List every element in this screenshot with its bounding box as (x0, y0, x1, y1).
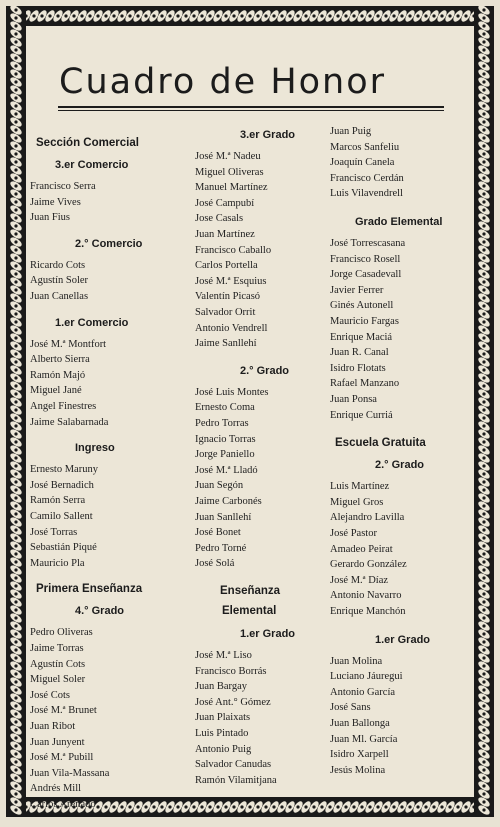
student-name: Salvador Orrit (195, 307, 256, 318)
student-name: Agustín Cots (30, 658, 86, 670)
student-name: Ramón Serra (30, 495, 86, 507)
section-heading: Primera Enseñanza (36, 583, 143, 596)
student-name: Juan Martínez (195, 229, 255, 240)
student-name: José M.ª Brunet (30, 705, 97, 717)
student-name: Miguel Soler (30, 674, 86, 686)
grade-heading: 2.° Comercio (75, 237, 143, 250)
student-name: Jaime Torras (30, 643, 84, 654)
ornamental-border-right (474, 6, 494, 817)
student-name: Mauricio Pla (30, 557, 85, 569)
student-name: Juan Junyent (30, 736, 85, 748)
student-name: José Solá (195, 558, 235, 570)
student-name: Juan Ballonga (330, 718, 390, 729)
student-name: Juan Plaixats (195, 712, 251, 724)
student-name: Francisco Serra (30, 181, 96, 192)
student-name: Jaime Salabarnada (30, 416, 109, 428)
student-name: Enrique Curriá (330, 409, 393, 421)
student-name: Pedro Oliveras (30, 627, 93, 639)
student-name: Enrique Manchón (330, 606, 406, 617)
student-name: José Pastor (330, 528, 377, 539)
section-heading: Enseñanza (220, 585, 281, 597)
student-name: José M.ª Esquius (195, 275, 267, 287)
section-heading: Sección Comercial (36, 137, 139, 149)
student-name: Pedro Torné (195, 542, 247, 554)
student-name: Luis Pintado (195, 728, 249, 739)
student-name: Juan Bargay (195, 681, 248, 693)
grade-heading: 3.er Grado (240, 129, 296, 141)
student-name: Luis Vilavendrell (330, 188, 403, 200)
student-name: José M.ª Nadeu (195, 151, 261, 162)
section-heading: Elemental (222, 605, 277, 617)
grade-heading: 2.° Grado (240, 364, 290, 377)
student-name: Ginés Autonell (330, 300, 394, 312)
student-name: José M.ª Liso (195, 650, 252, 661)
student-name: Salvador Canudas (195, 759, 272, 771)
student-name: Juan Sanllehí (195, 511, 252, 523)
grade-heading: 2.° Grado (375, 459, 425, 472)
student-name: Juan Vila-Massana (30, 767, 110, 779)
student-name: Antonio Navarro (330, 590, 402, 602)
student-name: Juan Ponsa (330, 394, 377, 405)
student-name: Mauricio Fargas (330, 316, 399, 327)
student-name: Juan R. Canal (330, 347, 389, 359)
student-name: Juan Molina (330, 655, 383, 667)
student-name: José Campubí (195, 197, 255, 209)
student-name: José Ant.° Gómez (195, 696, 271, 708)
student-name: Francisco Cerdán (330, 172, 404, 184)
student-name: Jorge Paniello (195, 449, 255, 461)
grade-heading: 1.er Comercio (55, 316, 129, 329)
student-name: Jaime Sanllehí (195, 338, 257, 350)
grade-heading: 3.er Comercio (55, 159, 129, 171)
student-name: Juan Puig (330, 126, 372, 137)
student-name: Miguel Jané (30, 385, 82, 397)
student-name: Francisco Caballo (195, 244, 272, 256)
grade-heading: Grado Elemental (355, 216, 443, 228)
student-name: Ramón Majó (30, 369, 86, 381)
student-name: José M.ª Pubill (30, 752, 94, 764)
ornamental-border-left (6, 6, 26, 817)
student-name: Ricardo Cots (30, 259, 86, 271)
student-name: Gerardo González (330, 559, 407, 571)
student-name: Jesús Molina (330, 764, 386, 776)
student-name: Antonio Puig (195, 743, 252, 755)
student-name: José Cots (30, 689, 70, 701)
grade-heading: Ingreso (75, 442, 115, 455)
student-name: Francisco Borrás (195, 665, 267, 677)
student-name: Joaquín Canela (330, 157, 395, 169)
student-name: Jaime Carbonés (195, 496, 262, 507)
section-heading: Escuela Gratuita (335, 437, 426, 450)
student-name: José Torrescasana (330, 238, 406, 249)
student-name: Valentín Picasó (195, 291, 261, 303)
student-name: Agustín Soler (30, 275, 89, 287)
student-name: Carlos Portella (195, 260, 258, 272)
student-name: Jose Casals (195, 213, 244, 225)
student-name: Carlos Arenado (30, 799, 96, 810)
grade-heading: 4.° Grado (75, 605, 125, 618)
student-name: Jaime Vives (30, 196, 81, 208)
student-name: Juan Fius (30, 212, 70, 224)
student-name: Miguel Oliveras (195, 166, 264, 178)
student-name: Rafael Manzano (330, 378, 400, 390)
student-name: Juan Ribot (30, 721, 76, 732)
student-name: Marcos Sanfeliu (330, 141, 400, 153)
student-name: Alberto Sierra (30, 354, 90, 366)
student-name: Jorge Casadevall (330, 269, 402, 281)
student-name: José Bonet (195, 527, 241, 539)
page-title: Cuadro de Honor (59, 62, 387, 102)
student-name: Andrés Mill (30, 783, 82, 795)
student-name: Juan Segón (195, 480, 244, 492)
ornamental-border-top (6, 6, 494, 26)
student-name: Luis Martínez (330, 481, 390, 493)
student-name: Ramón Vilamitjana (195, 774, 277, 786)
grade-heading: 1.er Grado (240, 628, 296, 640)
title-rule-thin (58, 110, 444, 111)
student-name: Pedro Torras (195, 418, 249, 429)
student-name: Alejandro Lavilla (330, 512, 405, 524)
student-name: Juan Ml. García (330, 733, 398, 745)
student-name: Isidro Flotats (330, 362, 386, 374)
honor-roll-content (26, 26, 474, 810)
student-name: Isidro Xarpell (330, 749, 389, 761)
student-name: Juan Canellas (30, 291, 89, 302)
student-name: Antonio García (330, 686, 396, 698)
student-name: José Sans (330, 702, 371, 714)
student-name: Amadeo Peirat (330, 543, 393, 555)
grade-heading: 1.er Grado (375, 633, 431, 646)
student-name: Miguel Gros (330, 496, 384, 508)
student-name: Ernesto Maruny (30, 464, 98, 476)
student-name: Ernesto Coma (195, 402, 255, 414)
student-name: José Bernadich (30, 479, 94, 491)
student-name: Angel Finestres (30, 401, 97, 412)
student-name: José Torras (30, 526, 78, 538)
student-name: Camilo Sallent (30, 511, 93, 522)
student-name: Sebastián Piqué (30, 542, 97, 554)
student-name: José M.ª Díaz (330, 574, 389, 586)
student-name: Luciano Jáuregui (330, 671, 403, 683)
student-name: Enrique Maciá (330, 331, 393, 343)
student-name: José M.ª Lladó (195, 464, 258, 476)
student-name: Manuel Martínez (195, 182, 268, 194)
student-name: Antonio Vendrell (195, 322, 268, 334)
student-name: José Luis Montes (195, 386, 269, 398)
student-name: José M.ª Montfort (30, 338, 107, 350)
student-name: Javier Ferrer (330, 284, 384, 296)
student-name: Francisco Rosell (330, 253, 401, 265)
title-rule (58, 106, 444, 108)
student-name: Ignacio Torras (195, 433, 256, 445)
